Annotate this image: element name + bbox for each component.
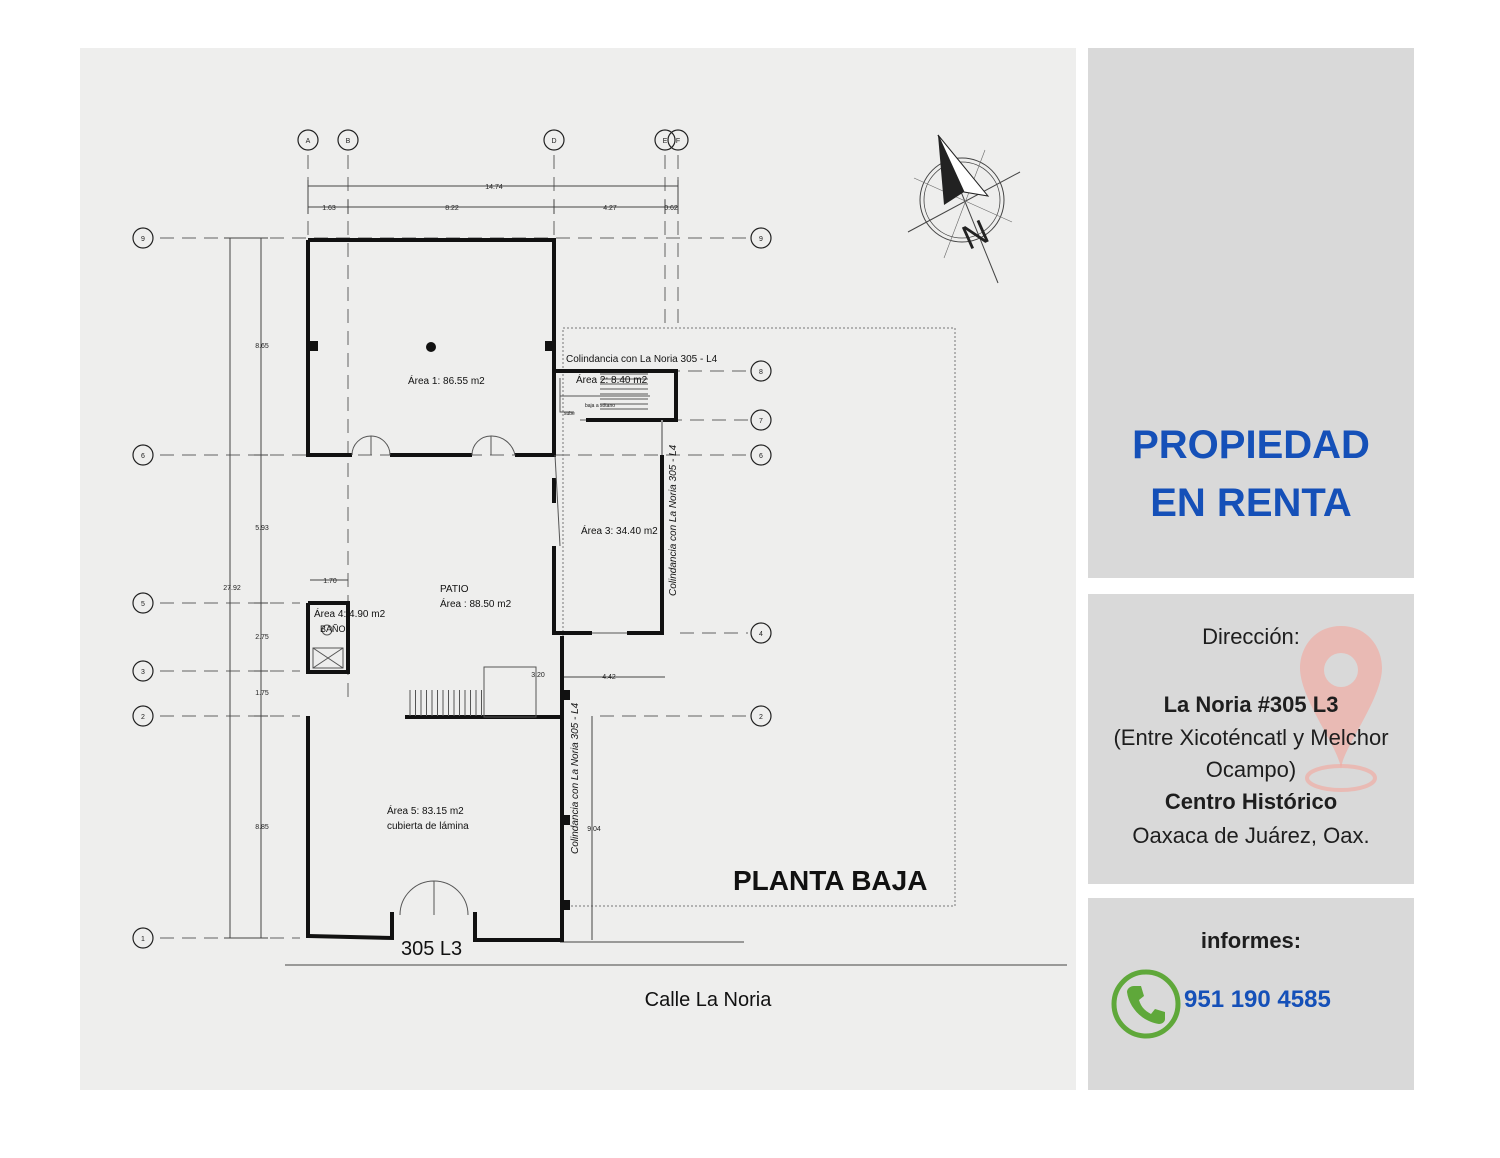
phone-icon[interactable]	[1110, 968, 1182, 1040]
grid-row-right-9: 9	[759, 236, 763, 243]
area5-label: Área 5: 83.15 m2	[387, 806, 464, 817]
colindancia-top-label: Colindancia con La Noria 305 - L4	[566, 354, 718, 365]
sube-label: sube	[564, 411, 575, 417]
floor-plan-drawing	[80, 48, 1076, 1090]
grid-row-left-6: 6	[141, 453, 145, 460]
street-label: Calle La Noria	[644, 989, 772, 1011]
area1-label: Área 1: 86.55 m2	[408, 376, 485, 387]
grid-col-f: F	[675, 138, 681, 145]
grid-row-right-8: 8	[759, 369, 763, 376]
north-compass-icon	[908, 135, 1020, 283]
grid-row-right-7: 7	[759, 418, 763, 425]
area5-sub-label: cubierta de lámina	[387, 821, 469, 832]
dim-total-height: 27.92	[223, 585, 241, 592]
bano-label: BAÑO	[320, 624, 346, 634]
grid-row-left-2: 2	[141, 714, 145, 721]
grid-row-left-3: 3	[141, 669, 145, 676]
colindancia-bottom-label: Colindancia con La Noria 305 - L4	[570, 702, 581, 854]
informes-heading: informes:	[1200, 928, 1302, 953]
dim-170: 1.70	[323, 578, 337, 585]
title-line-2: EN RENTA	[1150, 481, 1352, 525]
grid-row-right-2: 2	[759, 714, 763, 721]
area3-label: Área 3: 34.40 m2	[581, 526, 658, 537]
grid-col-d: D	[551, 138, 557, 145]
address-heading: Dirección:	[1202, 624, 1300, 649]
planta-baja-title: PLANTA BAJA	[733, 865, 928, 896]
patio-label: PATIO	[440, 584, 469, 595]
grid-col-e: E	[662, 138, 668, 145]
patio-area-label: Área : 88.50 m2	[440, 599, 512, 610]
dim-320: 3.20	[531, 672, 545, 679]
phone-number[interactable]: 951 190 4585	[1184, 986, 1331, 1013]
title-line-1: PROPIEDAD	[1132, 423, 1370, 467]
address-between-1: (Entre Xicoténcatl y Melchor	[1113, 725, 1389, 750]
grid-row-left-5: 5	[141, 601, 145, 608]
grid-row-right-6: 6	[759, 453, 763, 460]
baja-sotano-label: baja a sótano	[585, 403, 616, 409]
grid-row-left-9: 9	[141, 236, 145, 243]
area4-label: Área 4: 4.90 m2	[314, 609, 386, 620]
address-box	[1088, 594, 1414, 884]
dim-h2: 5.93	[255, 525, 269, 532]
address-city: Oaxaca de Juárez, Oax.	[1132, 823, 1370, 848]
dim-904: 9.04	[587, 826, 601, 833]
grid-row-right-4: 4	[759, 631, 763, 638]
dim-w1: 1.63	[322, 205, 336, 212]
address-between-2: Ocampo)	[1205, 757, 1297, 782]
dim-w4: 0.62	[664, 205, 678, 212]
dim-w3: 4.27	[603, 205, 617, 212]
dim-h1: 8.65	[255, 343, 269, 350]
address-street: La Noria #305 L3	[1163, 692, 1339, 717]
colindancia-right-label: Colindancia con La Noria 305 - L4	[668, 444, 679, 596]
address-district: Centro Histórico	[1164, 789, 1338, 814]
title-box	[1088, 48, 1414, 578]
grid-col-b: B	[345, 138, 351, 145]
dim-total-width: 14.74	[485, 184, 503, 191]
dim-w2: 8.22	[445, 205, 459, 212]
floor-plan-panel	[80, 48, 1076, 1090]
area2-label: Área 2: 8.40 m2	[576, 375, 648, 386]
unit-label: 305 L3	[401, 938, 463, 960]
dim-h5: 8.85	[255, 824, 269, 831]
grid-row-left-1: 1	[141, 936, 145, 943]
dim-h3: 2.75	[255, 634, 269, 641]
contact-box	[1088, 898, 1414, 1090]
dim-442: 4.42	[602, 674, 616, 681]
dim-h4: 1.75	[255, 690, 269, 697]
grid-col-a: A	[305, 138, 311, 145]
north-label: N	[956, 212, 995, 258]
